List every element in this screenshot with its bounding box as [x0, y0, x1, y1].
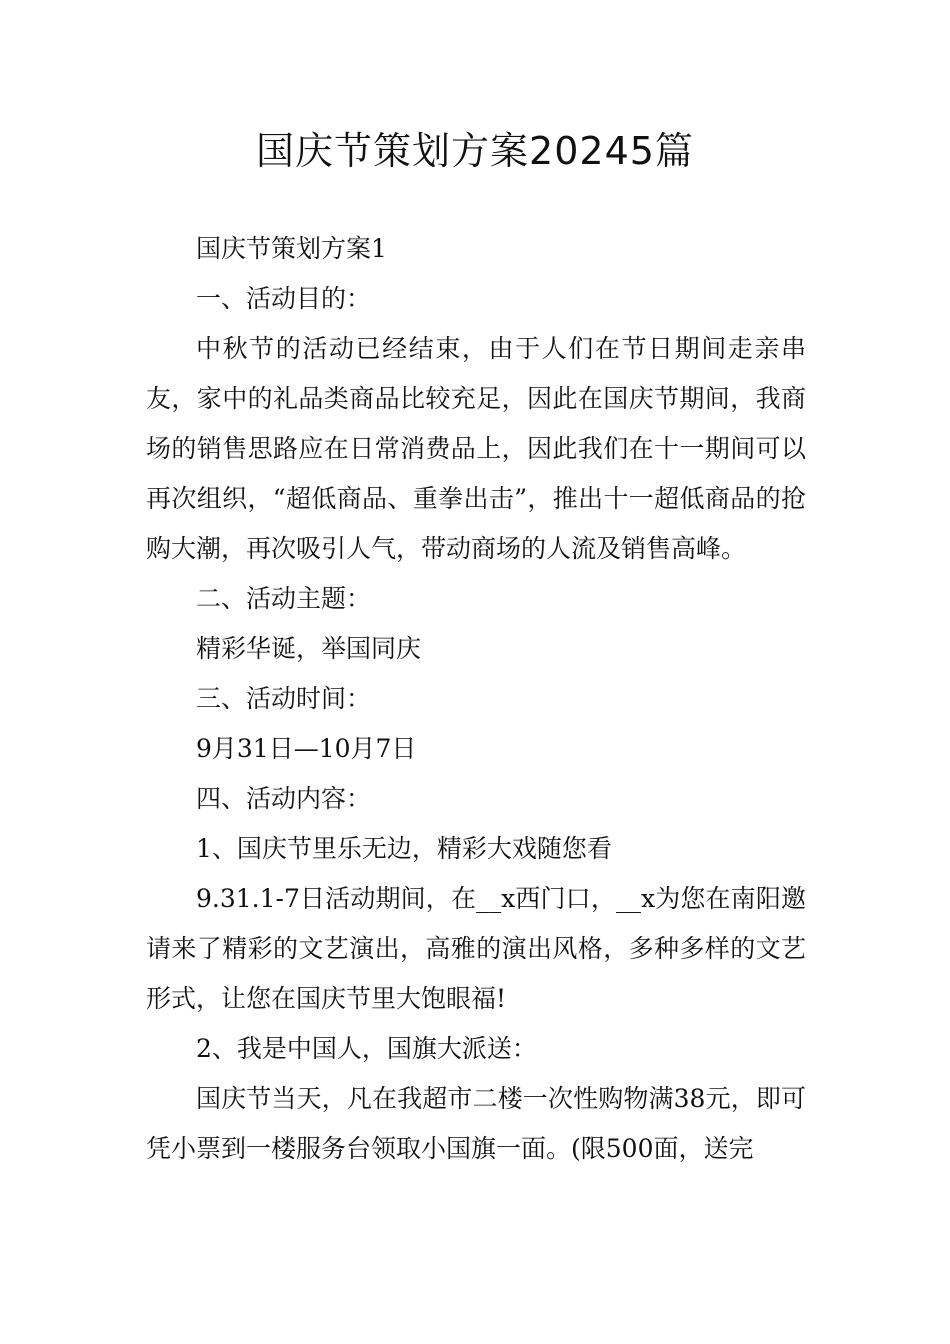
document-title: 国庆节策划方案20245篇 [256, 129, 694, 173]
body-paragraph: 国庆节当天，凡在我超市二楼一次性购物满38元，即可凭小票到一楼服务台领取小国旗一面。(限500面，送完 [146, 1084, 806, 1163]
section-heading: 一、活动目的： [196, 284, 372, 313]
section-heading: 四、活动内容： [196, 784, 372, 813]
body-paragraph: 9.31.1-7日活动期间，在__x西门口，__x为您在南阳邀请来了精彩的文艺演出，高雅的演出风格，多种多样的文艺形式，让您在国庆节里大饱眼福! [146, 884, 806, 1013]
body-paragraph: 精彩华诞，举国同庆 [196, 634, 422, 663]
subsection-heading: 1、国庆节里乐无边，精彩大戏随您看 [196, 834, 612, 863]
subsection-heading: 2、我是中国人，国旗大派送： [196, 1034, 537, 1063]
section-heading: 二、活动主题： [196, 584, 372, 613]
section-heading: 国庆节策划方案1 [196, 234, 387, 263]
section-heading: 三、活动时间： [196, 684, 372, 713]
body-paragraph: 9月31日—10月7日 [196, 734, 417, 763]
body-paragraph: 中秋节的活动已经结束，由于人们在节日期间走亲串友，家中的礼品类商品比较充足，因此在国庆节期间，我商场的销售思路应在日常消费品上，因此我们在十一期间可以再次组织，“超低商品、重拳出击”，推出十一超低商品的抢购大潮，再次吸引人气，带动商场的人流及销售高峰。 [146, 334, 806, 563]
document-body [146, 224, 806, 1174]
